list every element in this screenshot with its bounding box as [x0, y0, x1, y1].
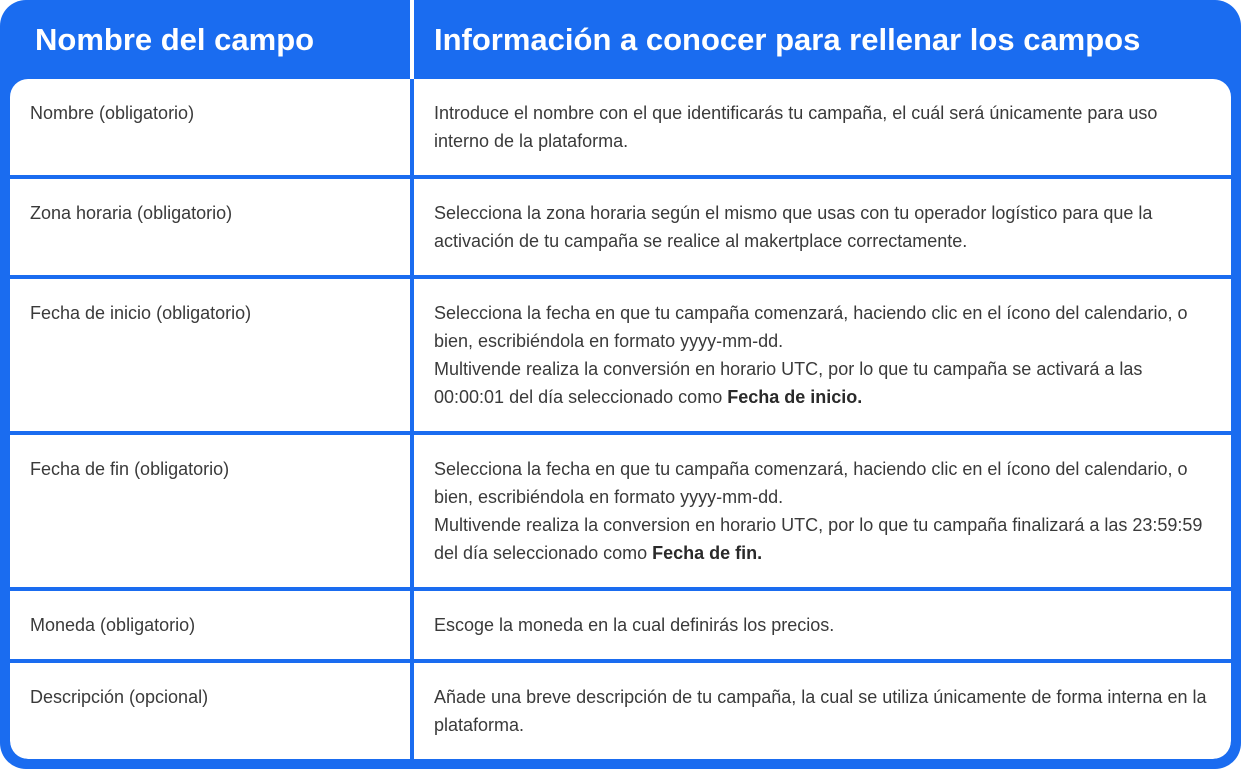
- table-row: [10, 663, 1231, 759]
- table-row: [10, 79, 1231, 175]
- field-info-text: Selecciona la fecha en que tu campaña comenzará, haciendo clic en el ícono del calendario, o bien, escribiéndola en formato yyyy-mm-dd.: [434, 303, 1188, 351]
- header-field-info: Información a conocer para rellenar los campos: [434, 21, 1141, 57]
- field-info-text: Selecciona la zona horaria según el mismo que usas con tu operador logístico para que la activación de tu campaña se realice al makertplace correctamente.: [434, 203, 1153, 251]
- table-body: [10, 79, 1231, 759]
- field-name-cell: Descripción (opcional): [10, 663, 410, 759]
- field-name-cell: Zona horaria (obligatorio): [10, 179, 410, 275]
- field-name-cell: Fecha de inicio (obligatorio): [10, 279, 410, 431]
- field-info-text-plain: Multivende realiza la conversión en horario UTC, por lo que tu campaña se activará a las 00:00:01 del día seleccionado como: [434, 359, 1143, 407]
- field-info-text: Introduce el nombre con el que identificarás tu campaña, el cuál será únicamente para uso interno de la plataforma.: [434, 103, 1158, 151]
- field-info-text: [434, 511, 1211, 567]
- header-field-name: Nombre del campo: [35, 21, 315, 57]
- table-row: [10, 279, 1231, 431]
- field-info-cell: [414, 591, 1231, 659]
- field-name-cell: Nombre (obligatorio): [10, 79, 410, 175]
- table-header: [0, 0, 1241, 79]
- field-info-text: Añade una breve descripción de tu campaña, la cual se utiliza únicamente de forma interna en la plataforma.: [434, 687, 1207, 735]
- field-info-text-bold: Fecha de inicio.: [727, 387, 863, 407]
- field-info-text: [434, 355, 1211, 411]
- table-row: [10, 435, 1231, 587]
- field-info-text: Escoge la moneda en la cual definirás los precios.: [434, 615, 835, 635]
- field-name-cell: Fecha de fin (obligatorio): [10, 435, 410, 587]
- field-name-cell: Moneda (obligatorio): [10, 591, 410, 659]
- field-info-text: Selecciona la fecha en que tu campaña comenzará, haciendo clic en el ícono del calendario, o bien, escribiéndola en formato yyyy-mm-dd.: [434, 459, 1188, 507]
- field-info-cell: [414, 79, 1231, 175]
- field-info-cell: [414, 179, 1231, 275]
- field-info-cell: [414, 663, 1231, 759]
- field-info-cell: [414, 435, 1231, 587]
- field-info-cell: [414, 279, 1231, 431]
- field-info-text-plain: Multivende realiza la conversion en horario UTC, por lo que tu campaña finalizará a las 23:59:59 del día seleccionado como: [434, 515, 1203, 563]
- table-row: [10, 591, 1231, 659]
- field-info-text-bold: Fecha de fin.: [652, 543, 763, 563]
- table-row: [10, 179, 1231, 275]
